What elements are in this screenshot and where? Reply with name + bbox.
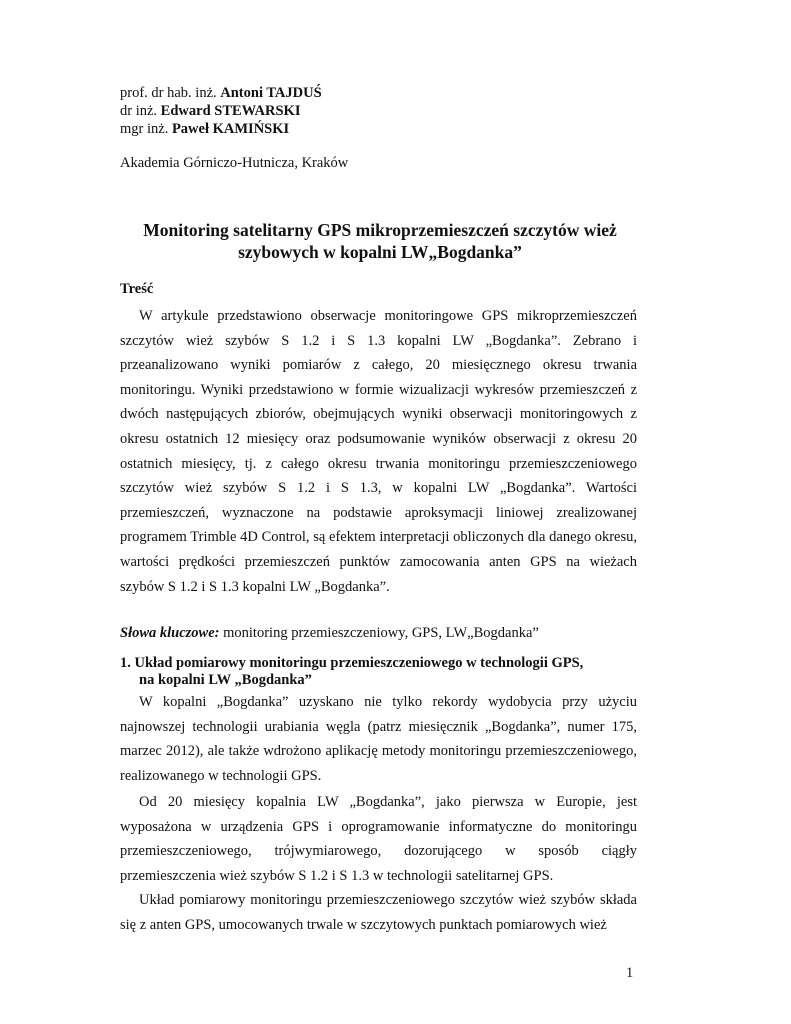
- section-1-heading-line-1: 1. Układ pomiarowy monitoringu przemieszczeniowego w technologii GPS,: [120, 655, 584, 671]
- paper-title-line-2: szybowych w kopalni LW„Bogdanka”: [238, 242, 522, 262]
- author-1: [120, 84, 322, 102]
- keywords-label: Słowa kluczowe:: [120, 625, 220, 641]
- author-3-name: Paweł KAMIŃSKI: [171, 121, 290, 137]
- author-1-name: Antoni TAJDUŚ: [220, 85, 322, 101]
- author-3-title: mgr inż.: [120, 121, 169, 137]
- author-1-title: prof. dr hab. inż.: [120, 85, 217, 101]
- section-1-paragraph-2: Od 20 miesięcy kopalnia LW „Bogdanka”, jako pierwsza w Europie, jest wyposażona w urządzenia GPS i oprogramowanie informatyczne do monitoringu przemieszczeniowego, trójwymiarowego, dozorującego w sposób ciągły przemieszczenia wież szybów S 1.2 i S 1.3 w technologii satelitarnej GPS.: [120, 794, 637, 884]
- section-1-paragraph-3: Układ pomiarowy monitoringu przemieszczeniowego szczytów wież szybów składa się z anten GPS, umocowanych trwale w szczytowych punktach pomiarowych wież: [120, 892, 637, 933]
- section-1-paragraph-1: W kopalni „Bogdanka” uzyskano nie tylko rekordy wydobycia przy użyciu najnowszej technologii urabiania węgla (patrz miesięcznik „Bogdanka”, numer 175, marzec 2012), ale także wdrożono aplikację metody monitoringu przemieszczeniowego, realizowanego w technologii GPS.: [120, 694, 637, 784]
- page-number: 1: [626, 965, 634, 981]
- author-3: [120, 120, 322, 138]
- section-1-heading: [120, 655, 583, 688]
- author-2-name: Edward STEWARSKI: [160, 103, 301, 119]
- keywords-text: monitoring przemieszczeniowy, GPS, LW„Bogdanka”: [219, 625, 539, 641]
- author-2-title: dr inż.: [120, 103, 158, 119]
- affiliation: Akademia Górniczo-Hutnicza, Kraków: [120, 155, 349, 171]
- section-1-heading-line-2: na kopalni LW „Bogdanka”: [139, 671, 312, 688]
- author-2: [120, 102, 322, 120]
- paper-title: [120, 219, 640, 263]
- keywords: [120, 624, 539, 642]
- abstract-text: W artykule przedstawiono obserwacje monitoringowe GPS mikroprzemieszczeń szczytów wież szybów S 1.2 i S 1.3 kopalni LW „Bogdanka”. Zebrano i przeanalizowano wyniki pomiarów z całego, 20 miesięcznego okresu trwania monitoringu. Wyniki przedstawiono w formie wizualizacji wykresów przemieszczeń z dwóch następujących zbiorów, obejmujących wyniki obserwacji monitoringowych z okresu ostatnich 12 miesięcy oraz podsumowanie wyników obserwacji z okresu 20 ostatnich miesięcy, tj. z całego okresu trwania monitoringu przemieszczeniowego szczytów wież szybów S 1.2 i S 1.3, w kopalni LW „Bogdanka”. Wartości przemieszczeń, wyznaczone na podstawie aproksymacji liniowej zrealizowanej programem Trimble 4D Control, są efektem interpretacji obliczonych dla danego okresu, wartości prędkości przemieszczeń punktów zamocowania anten GPS na wieżach szybów S 1.2 i S 1.3 kopalni LW „Bogdanka”.: [120, 308, 637, 595]
- author-list: [120, 84, 322, 138]
- abstract-heading: Treść: [120, 281, 154, 297]
- paper-title-line-1: Monitoring satelitarny GPS mikroprzemieszczeń szczytów wież: [143, 220, 617, 240]
